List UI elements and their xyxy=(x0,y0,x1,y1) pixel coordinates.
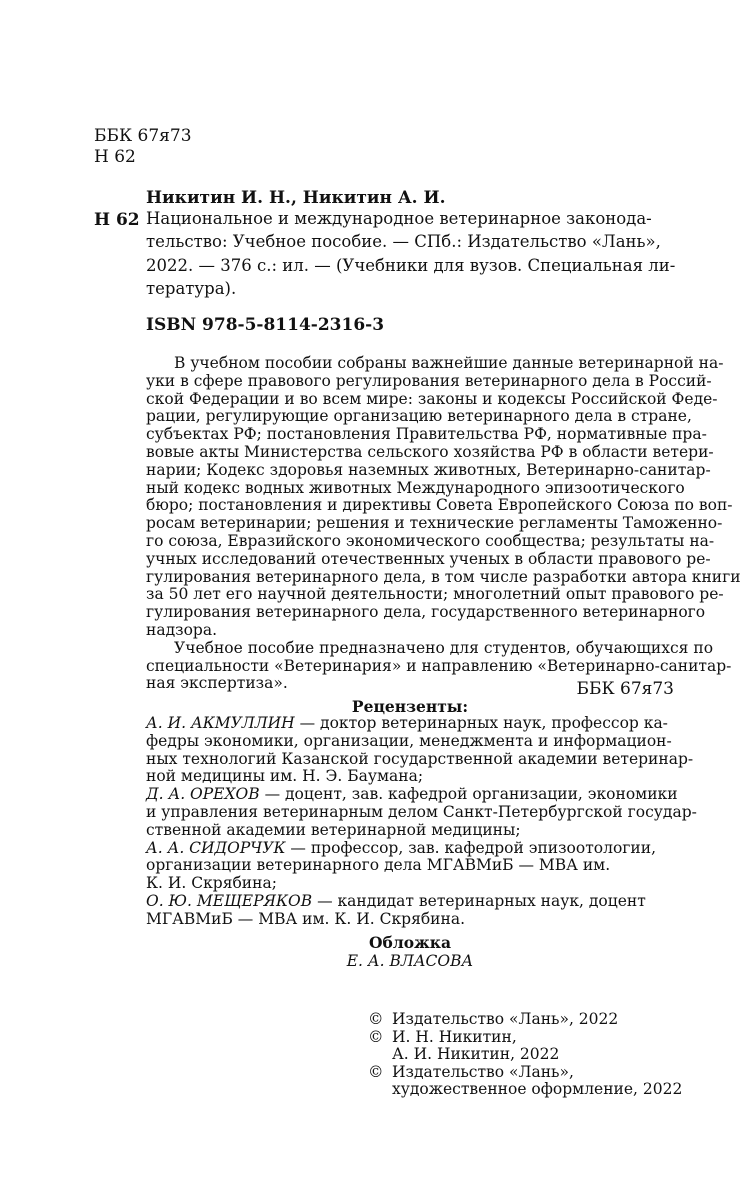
bibliographic-description xyxy=(146,207,674,300)
bbk-block xyxy=(94,126,192,168)
bib-line: тература). xyxy=(146,278,237,298)
copyright-line: © Издательство «Лань», 2022 xyxy=(368,1010,619,1028)
abstract-line: специальности «Ветеринария» и направлению «Ветеринарно-санитар- xyxy=(146,656,732,675)
abstract-line: нарии; Кодекс здоровья наземных животных, Ветеринарно-санитар- xyxy=(146,460,711,479)
reviewer-line: ной медицины им. Н. Э. Баумана; xyxy=(146,767,424,786)
authors: Никитин И. Н., Никитин А. И. xyxy=(146,188,446,208)
abstract-line: рации, регулирующие организацию ветеринарного дела в стране, xyxy=(146,407,692,426)
cover-designer: Е. А. ВЛАСОВА xyxy=(346,952,474,970)
reviewer-line: А. А. СИДОРЧУК — профессор, зав. кафедрой эпизоотологии, xyxy=(146,838,657,857)
abstract-line: надзора. xyxy=(146,620,217,639)
abstract-line: вовые акты Министерства сельского хозяйства РФ в области ветери- xyxy=(146,442,714,461)
copyright-icon: © xyxy=(368,1027,384,1046)
author-mark: Н 62 xyxy=(94,147,136,167)
isbn: ISBN 978-5-8114-2316-3 xyxy=(146,315,385,335)
copyright-line: художественное оформление, 2022 xyxy=(392,1080,683,1099)
reviewer-line: К. И. Скрябина; xyxy=(146,874,277,893)
reviewer-name: Д. А. ОРЕХОВ xyxy=(146,785,260,804)
reviewers-heading: Рецензенты: xyxy=(351,697,469,716)
reviewer-name: О. Ю. МЕЩЕРЯКОВ xyxy=(146,891,313,910)
abstract-line: бюро; постановления и директивы Совета Европейского Союза по воп- xyxy=(146,496,733,515)
copyright-icon: © xyxy=(368,1062,384,1081)
reviewer-line: федры экономики, организации, менеджмента и информацион- xyxy=(146,731,672,750)
copyright-block xyxy=(368,1011,682,1099)
reviewer-line: ных технологий Казанской государственной академии ветеринар- xyxy=(146,749,694,768)
bbk-code: ББК 67я73 xyxy=(94,126,192,146)
copyright-line: © Издательство «Лань», xyxy=(368,1062,574,1081)
reviewer-line: О. Ю. МЕЩЕРЯКОВ — кандидат ветеринарных наук, доцент xyxy=(146,891,646,910)
bib-line: 2022. — 376 с.: ил. — (Учебники для вузов. Специальная ли- xyxy=(146,255,676,275)
abstract xyxy=(146,354,741,693)
copyright-icon: © xyxy=(368,1010,384,1028)
bib-line: тельство: Учебное пособие. — СПб.: Издательство «Лань», xyxy=(146,232,661,252)
abstract-line: за 50 лет его научной деятельности; многолетний опыт правового ре- xyxy=(146,585,724,604)
reviewers-list xyxy=(146,714,697,929)
reviewer-line: А. И. АКМУЛЛИН — доктор ветеринарных наук, профессор ка- xyxy=(146,714,668,732)
abstract-line: го союза, Евразийского экономического сообщества; результаты на- xyxy=(146,531,715,550)
reviewer-line: организации ветеринарного дела МГАВМиБ — МВА им. xyxy=(146,856,611,875)
copyright-line: А. И. Никитин, 2022 xyxy=(392,1045,560,1064)
reviewer-line: и управления ветеринарным делом Санкт-Петербургской государ- xyxy=(146,802,697,821)
abstract-line: ный кодекс водных животных Международного эпизоотического xyxy=(146,478,685,497)
abstract-line: ской Федерации и во всем мире: законы и кодексы Российской Феде- xyxy=(146,389,718,408)
abstract-line: гулирования ветеринарного дела, государственного ветеринарного xyxy=(146,603,706,622)
abstract-line: В учебном пособии собраны важнейшие данные ветеринарной на- xyxy=(174,354,724,372)
cover-heading: Обложка xyxy=(369,933,451,952)
abstract-line: ная экспертиза». xyxy=(146,674,288,693)
copyright-line: © И. Н. Никитин, xyxy=(368,1027,517,1046)
abstract-line: уки в сфере правового регулирования ветеринарного дела в Россий- xyxy=(146,371,712,390)
abstract-line: гулирования ветеринарного дела, в том числе разработки автора книги xyxy=(146,567,741,586)
reviewer-line: ственной академии ветеринарной медицины; xyxy=(146,820,521,839)
abstract-line: Учебное пособие предназначено для студентов, обучающихся по xyxy=(174,638,714,657)
entry-index: Н 62 xyxy=(94,210,140,230)
abstract-line: учных исследований отечественных ученых в области правового ре- xyxy=(146,549,711,568)
reviewer-name: А. А. СИДОРЧУК xyxy=(146,838,286,857)
reviewer-line: МГАВМиБ — МВА им. К. И. Скрябина. xyxy=(146,909,466,928)
bib-line: Национальное и международное ветеринарное законода- xyxy=(146,209,652,228)
reviewer-name: А. И. АКМУЛЛИН xyxy=(146,714,295,732)
abstract-line: росам ветеринарии; решения и технические регламенты Таможенно- xyxy=(146,514,723,533)
bbk-code-bottom: ББК 67я73 xyxy=(576,679,674,699)
reviewer-line: Д. А. ОРЕХОВ — доцент, зав. кафедрой организации, экономики xyxy=(146,785,678,804)
abstract-line: субъектах РФ; постановления Правительства РФ, нормативные пра- xyxy=(146,425,707,444)
